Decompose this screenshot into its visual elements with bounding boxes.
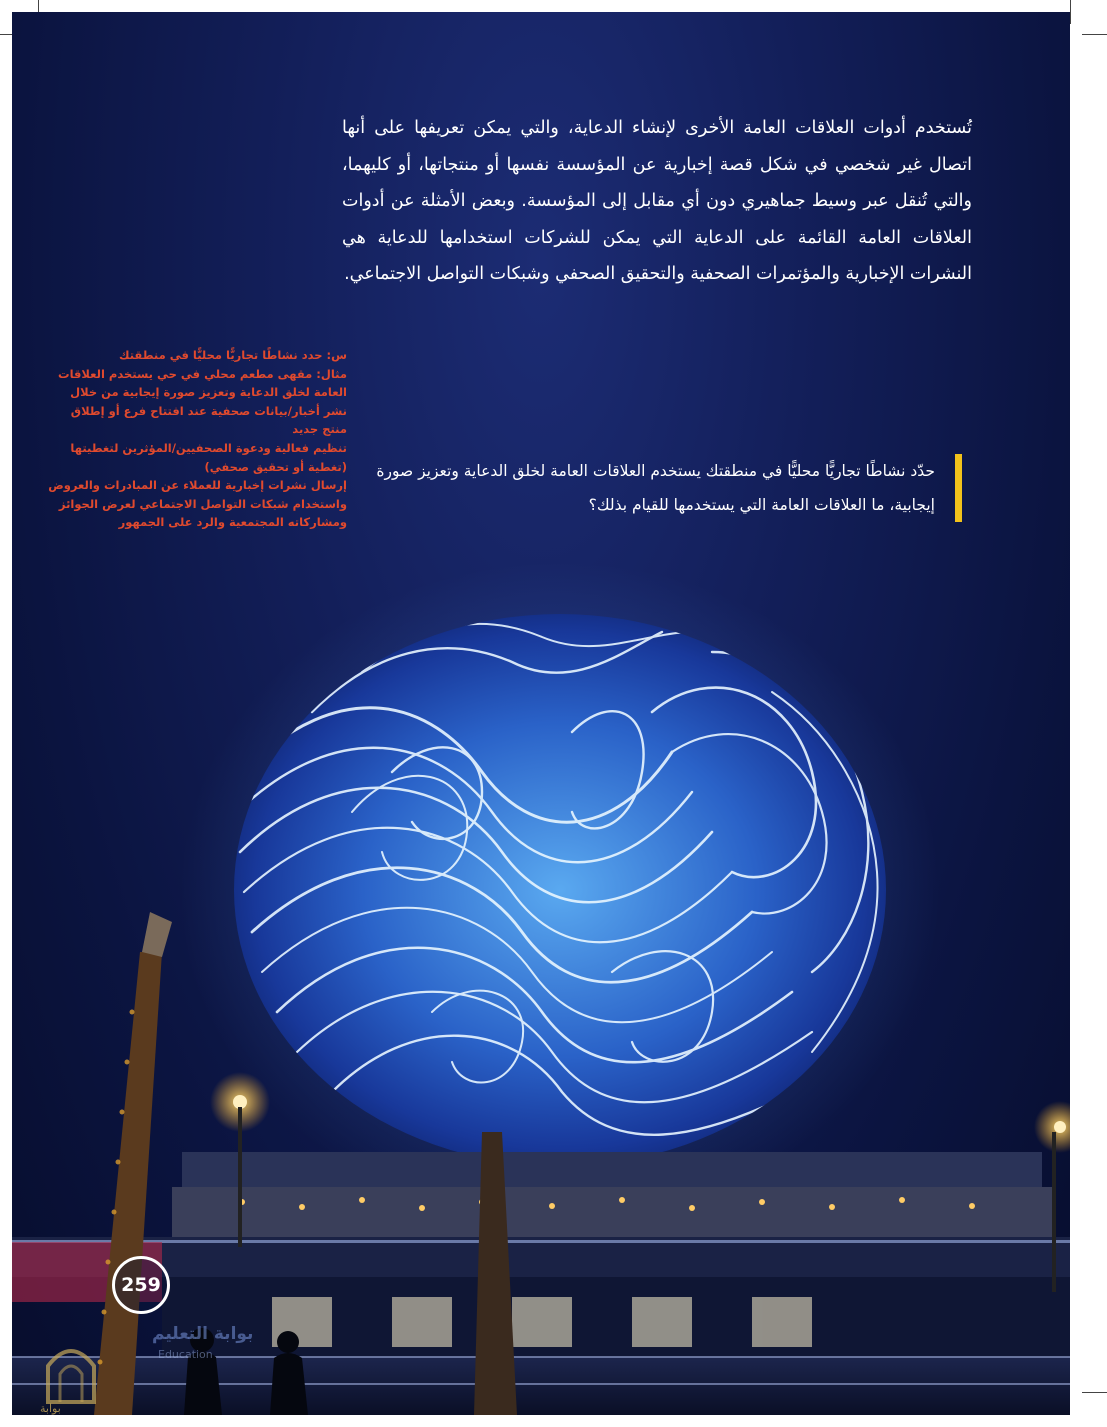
crop-mark-top-right-h	[1082, 34, 1107, 35]
handwritten-line: إرسال نشرات إخبارية للعملاء عن المبادرات والعروض	[48, 478, 347, 493]
building-icon	[12, 1152, 1070, 1415]
handwritten-line: مثال: مقهى مطعم محلي في حي يستخدم العلاقات	[58, 366, 347, 381]
handwritten-answer	[48, 346, 347, 532]
handwritten-line: منتج جديد	[292, 422, 347, 437]
handwritten-line: ومشاركاته المجتمعية والرد على الجمهور	[118, 515, 347, 530]
textbook-page	[12, 12, 1070, 1415]
crop-mark-top-right-v	[1070, 0, 1071, 24]
crop-mark-bottom-right-h	[1082, 1392, 1107, 1393]
watermark-text: بوابة التعليم	[152, 1324, 254, 1344]
page-number: 259	[112, 1256, 170, 1314]
handwritten-line: (تغطية أو تحقيق صحفي)	[204, 459, 347, 474]
activity-question: حدّد نشاطًا تجاريًّا محليًّا في منطقتك يستخدم العلاقات العامة لخلق الدعاية وتعزيز صورة إيجابية، ما العلاقات العامة التي يستخدمها للقيام بذلك؟	[372, 454, 962, 522]
body-paragraph: تُستخدم أدوات العلاقات العامة الأخرى لإنشاء الدعاية، والتي يمكن تعريفها على أنها اتصال غير شخصي في شكل قصة إخبارية عن المؤسسة نفسها أو منتجاتها، أو كليهما، والتي تُنقل عبر وسيط جماهيري دون أي مقابل إلى المؤسسة. وبعض الأمثلة عن أدوات العلاقات العامة القائمة على الدعاية التي يمكن للشركات استخدامها للدعاية هي النشرات الإخبارية والمؤتمرات الصحفية والتحقيق الصحفي وشبكات التواصل الاجتماعي.	[342, 118, 972, 284]
glowing-sphere-icon	[180, 562, 940, 1222]
handwritten-line: العامة لخلق الدعاية وتعزيز صورة إيجابية من خلال	[70, 385, 347, 400]
handwritten-line: س: حدد نشاطًا تجاريًّا محليًّا في منطقتك	[119, 348, 347, 362]
watermark-subtext: Education	[158, 1348, 213, 1361]
handwritten-line: واستخدام شبكات التواصل الاجتماعي لعرض الجوائز	[58, 496, 347, 511]
handwritten-line: نشر أخبار/بيانات صحفية عند افتتاح فرع أو إطلاق	[70, 403, 347, 418]
handwritten-line: تنظيم فعالية ودعوة الصحفيين/المؤثرين لتغطيتها	[70, 440, 347, 455]
watermark-logo-icon	[40, 1332, 102, 1404]
watermark-bottom-text: بوابة	[40, 1402, 61, 1415]
